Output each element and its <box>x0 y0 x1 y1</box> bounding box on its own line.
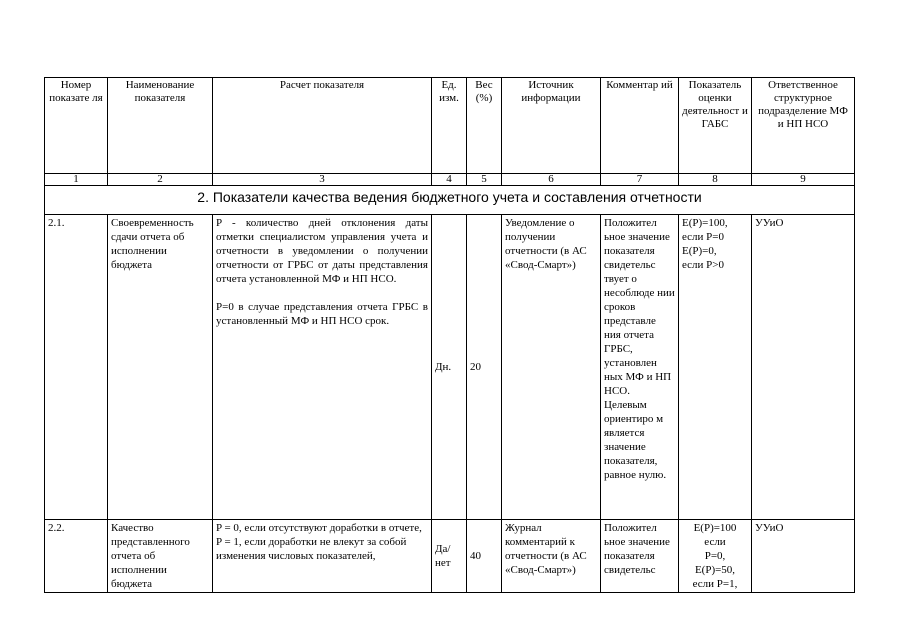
column-number-row <box>45 174 855 186</box>
row-calculation <box>213 215 432 520</box>
table-row <box>45 215 855 520</box>
column-number: 3 <box>213 174 432 186</box>
row-comment: Положител ьное значение показателя свидетельс твует о несоблюде нии сроков представле ния отчета ГРБС, установлен ных МФ и НП НСО. Целевым ориентиро м является значение показателя, равное нулю. <box>601 215 679 520</box>
column-number: 7 <box>601 174 679 186</box>
section-title: 2. Показатели качества ведения бюджетного учета и составления отчетности <box>45 186 855 215</box>
header-department: Ответственное структурное подразделение МФ и НП НСО <box>752 78 855 174</box>
row-comment: Положител ьное значение показателя свидетельс <box>601 520 679 593</box>
header-indicator-number: Номер показате ля <box>45 78 108 174</box>
row-weight: 20 <box>467 215 502 520</box>
row-calculation: P = 0, если отсутствуют доработки в отчете, P = 1, если доработки не влекут за собой изменения числовых показателей, <box>213 520 432 593</box>
header-indicator-name: Наименование показателя <box>108 78 213 174</box>
indicators-table <box>44 77 855 593</box>
header-comment: Комментар ий <box>601 78 679 174</box>
column-number: 4 <box>432 174 467 186</box>
row-name: Своевременность сдачи отчета об исполнении бюджета <box>108 215 213 520</box>
calculation-paragraph: P - количество дней отклонения даты отметки специалистом управления учета и отчетности в уведомлении о получении отчетности от ГРБС от даты представления отчета установленной МФ и НП НСО. <box>216 217 428 285</box>
row-score: E(P)=100, если P=0 E(P)=0, если P>0 <box>679 215 752 520</box>
row-unit: Дн. <box>432 215 467 520</box>
table-row <box>45 520 855 593</box>
row-source: Журнал комментарий к отчетности (в АС «Свод-Смарт») <box>502 520 601 593</box>
header-calculation: Расчет показателя <box>213 78 432 174</box>
row-department: УУиО <box>752 215 855 520</box>
row-number: 2.2. <box>45 520 108 593</box>
header-source: Источник информации <box>502 78 601 174</box>
column-number: 8 <box>679 174 752 186</box>
column-number: 2 <box>108 174 213 186</box>
row-score: E(P)=100 если P=0, E(P)=50, если P=1, <box>679 520 752 593</box>
row-department: УУиО <box>752 520 855 593</box>
header-score: Показатель оценки деятельност и ГАБС <box>679 78 752 174</box>
column-number: 6 <box>502 174 601 186</box>
section-row <box>45 186 855 215</box>
row-unit: Да/ нет <box>432 520 467 593</box>
calculation-paragraph: P=0 в случае представления отчета ГРБС в установленный МФ и НП НСО срок. <box>216 301 428 327</box>
row-number: 2.1. <box>45 215 108 520</box>
column-number: 1 <box>45 174 108 186</box>
header-weight: Вес (%) <box>467 78 502 174</box>
row-name: Качество представленного отчета об исполнении бюджета <box>108 520 213 593</box>
header-row <box>45 78 855 174</box>
row-weight: 40 <box>467 520 502 593</box>
column-number: 9 <box>752 174 855 186</box>
header-unit: Ед. изм. <box>432 78 467 174</box>
column-number: 5 <box>467 174 502 186</box>
row-source: Уведомление о получении отчетности (в АС «Свод-Смарт») <box>502 215 601 520</box>
